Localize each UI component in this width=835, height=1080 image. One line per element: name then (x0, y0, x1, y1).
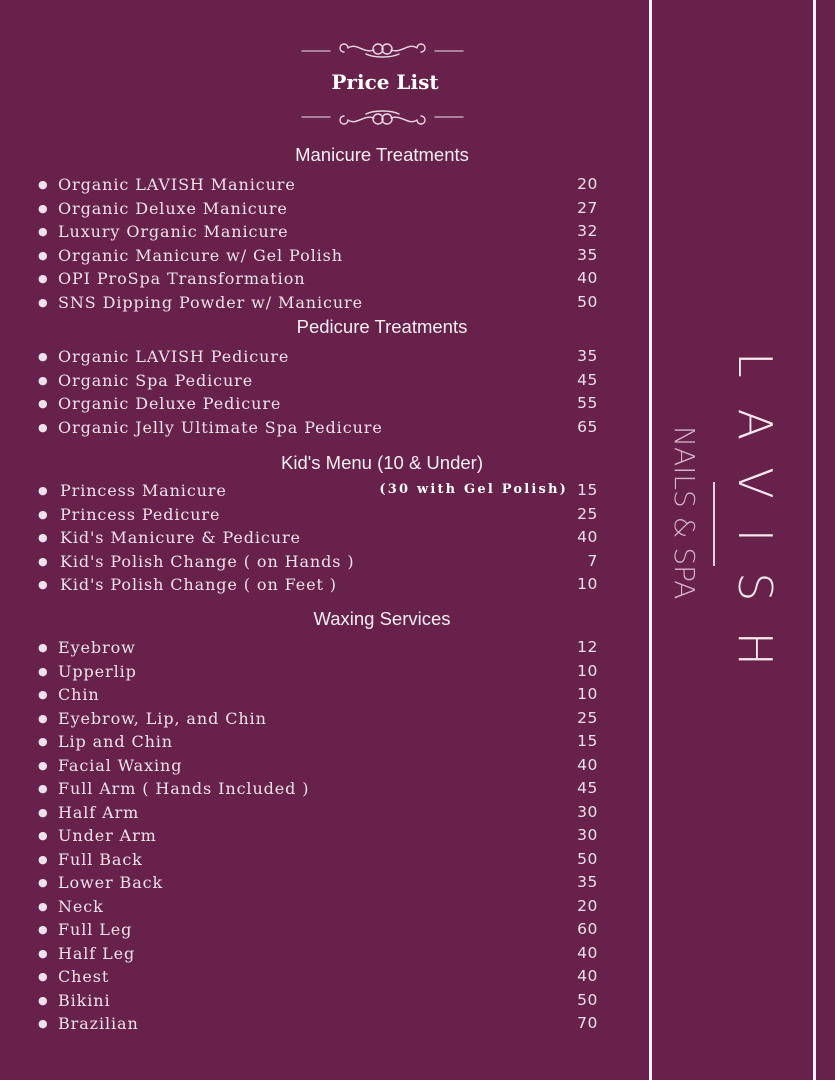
list-item: ● Full Arm ( Hands Included ) 45 (38, 777, 600, 801)
kids-list (38, 479, 600, 597)
list-item: ● Chest 40 (38, 965, 600, 989)
list-item: ● Princess Pedicure 25 (38, 503, 600, 527)
bullet-icon: ● (38, 420, 49, 434)
bullet-icon: ● (38, 531, 49, 544)
list-item: ● Kid's Polish Change ( on Hands ) 7 (38, 550, 600, 574)
bullet-icon: ● (38, 272, 49, 285)
list-item: ● Organic LAVISH Pedicure 35 (38, 345, 600, 369)
list-item: ● Chin 10 (38, 683, 600, 707)
bullet-icon: ● (38, 484, 49, 497)
section-title-pedicure: Pedicure Treatments (296, 316, 468, 337)
bullet-icon: ● (38, 178, 49, 191)
panel-border-left (649, 0, 652, 1080)
bullet-icon: ● (38, 993, 49, 1007)
section-title-manicure: Manicure Treatments (295, 144, 469, 165)
list-item: ● Half Arm 30 (38, 801, 600, 825)
bullet-icon: ● (38, 201, 49, 215)
list-item: ● Kid's Polish Change ( on Feet ) 10 (38, 573, 600, 597)
bullet-icon: ● (38, 397, 49, 410)
bullet-icon: ● (38, 248, 49, 262)
page-title: Price List (331, 70, 439, 94)
bullet-icon: ● (38, 1017, 49, 1030)
bullet-icon: ● (38, 641, 49, 654)
list-item: ● Princess Manicure (30 with Gel Polish) 15 (38, 479, 600, 503)
bullet-icon: ● (38, 350, 49, 363)
bullet-icon: ● (38, 373, 49, 387)
list-item: ● Lip and Chin 15 (38, 730, 600, 754)
list-item: ● Full Leg 60 (38, 918, 600, 942)
list-item: ● Organic Manicure w/ Gel Polish 35 (38, 244, 600, 268)
bullet-icon: ● (38, 899, 49, 913)
list-item: ● Organic Spa Pedicure 45 (38, 369, 600, 393)
list-item: ● Eyebrow, Lip, and Chin 25 (38, 707, 600, 731)
list-item: ● Upperlip 10 (38, 660, 600, 684)
bullet-icon: ● (38, 876, 49, 889)
bullet-icon: ● (38, 946, 49, 960)
list-item: ● Organic Jelly Ultimate Spa Pedicure 65 (38, 416, 600, 440)
bullet-icon: ● (38, 225, 49, 238)
flourish-divider-icon (300, 40, 465, 62)
list-item: ● OPI ProSpa Transformation 40 (38, 267, 600, 291)
list-item: ● Lower Back 35 (38, 871, 600, 895)
list-item: ● Kid's Manicure & Pedicure 40 (38, 526, 600, 550)
brand-tagline: NAILS & SPA (668, 426, 701, 600)
list-item: ● Bikini 50 (38, 989, 600, 1013)
bullet-icon: ● (38, 852, 49, 866)
bullet-icon: ● (38, 711, 49, 725)
pedicure-list (38, 345, 600, 439)
bullet-icon: ● (38, 735, 49, 748)
bullet-icon: ● (38, 923, 49, 936)
brand-name: LAVISH (728, 352, 782, 697)
bullet-icon: ● (38, 805, 49, 819)
brand-divider (713, 482, 715, 566)
bullet-icon: ● (38, 782, 49, 795)
list-item: ● Brazilian 70 (38, 1012, 600, 1036)
section-title-waxing: Waxing Services (313, 608, 451, 629)
list-item: ● Full Back 50 (38, 848, 600, 872)
list-item: ● Organic Deluxe Pedicure 55 (38, 392, 600, 416)
list-item: ● Neck 20 (38, 895, 600, 919)
list-item: ● Luxury Organic Manicure 32 (38, 220, 600, 244)
panel-border-right (813, 0, 816, 1080)
section-title-kids: Kid's Menu (10 & Under) (281, 452, 483, 473)
flourish-divider-icon (300, 106, 465, 128)
manicure-list (38, 173, 600, 314)
bullet-icon: ● (38, 829, 49, 842)
bullet-icon: ● (38, 970, 49, 983)
bullet-icon: ● (38, 758, 49, 772)
bullet-icon: ● (38, 295, 49, 309)
bullet-icon: ● (38, 507, 49, 521)
bullet-icon: ● (38, 664, 49, 678)
list-item: ● Organic LAVISH Manicure 20 (38, 173, 600, 197)
bullet-icon: ● (38, 688, 49, 701)
bullet-icon: ● (38, 578, 49, 591)
list-item: ● Facial Waxing 40 (38, 754, 600, 778)
list-item: ● Under Arm 30 (38, 824, 600, 848)
list-item: ● Eyebrow 12 (38, 636, 600, 660)
list-item: ● Half Leg 40 (38, 942, 600, 966)
list-item: ● SNS Dipping Powder w/ Manicure 50 (38, 291, 600, 315)
waxing-list (38, 636, 600, 1036)
bullet-icon: ● (38, 554, 49, 568)
gel-polish-note: (30 with Gel Polish) (379, 482, 568, 497)
list-item: ● Organic Deluxe Manicure 27 (38, 197, 600, 221)
